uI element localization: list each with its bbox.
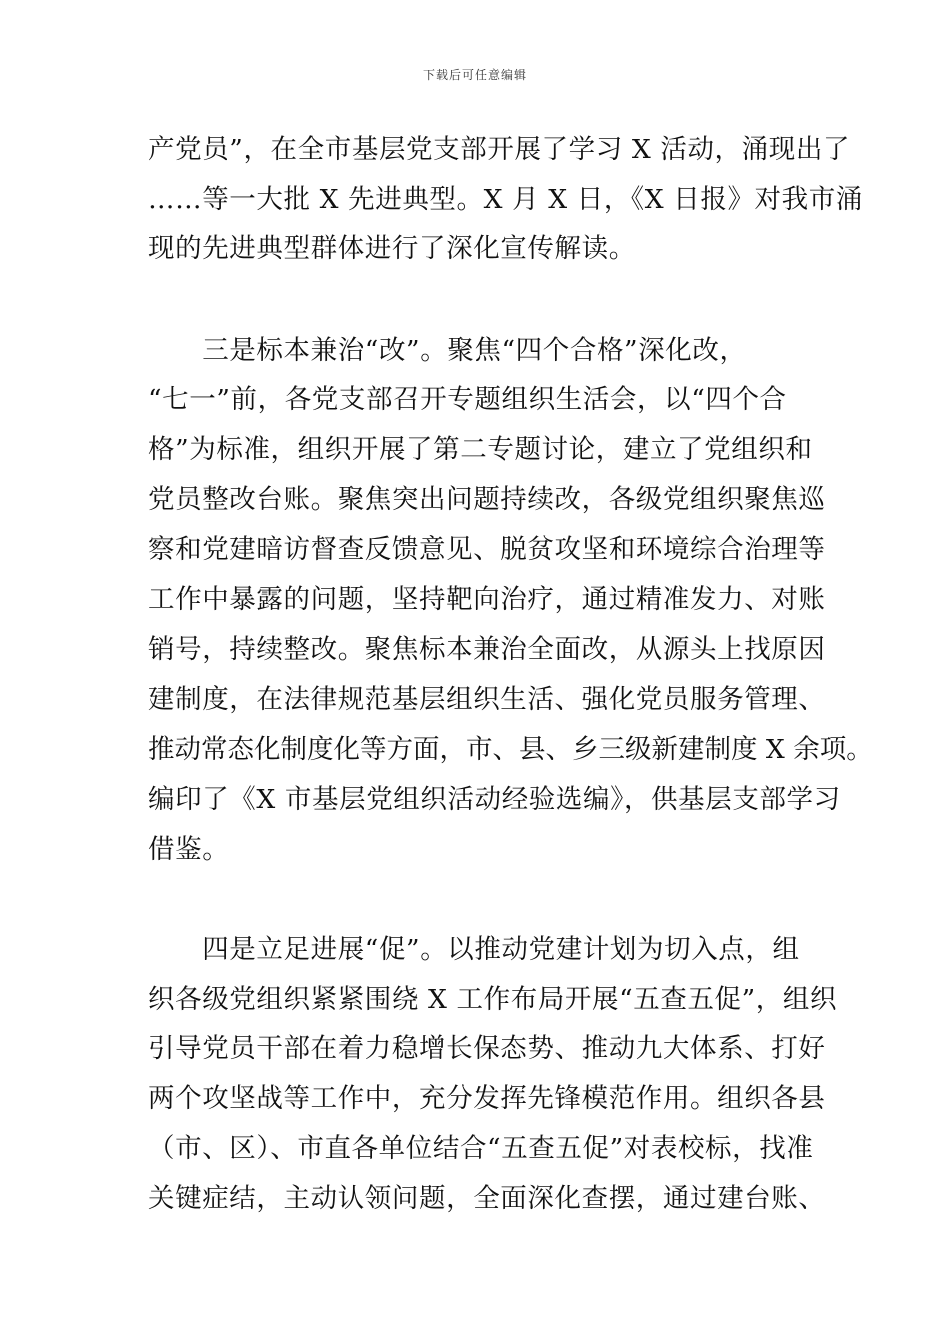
text-line: 党员整改台账。聚焦突出问题持续改，各级党组织聚焦巡 [148, 484, 826, 515]
text-line: 格”为标准，组织开展了第二专题讨论，建立了党组织和 [148, 434, 813, 465]
text-line: 现的先进典型群体进行了深化宣传解读。 [148, 233, 636, 264]
text-line: 销号，持续整改。聚焦标本兼治全面改，从源头上找原因 [148, 634, 826, 665]
text-line: 察和党建暗访督查反馈意见、脱贫攻坚和环境综合治理等 [148, 534, 826, 565]
text-line: 引导党员干部在着力稳增长保态势、推动九大体系、打好 [148, 1033, 826, 1064]
text-line: 关键症结，主动认领问题，全面深化查摆，通过建台账、 [148, 1183, 826, 1214]
text-line: “七一”前，各党支部召开专题组织生活会，以“四个合 [148, 384, 787, 415]
text-line: 工作中暴露的问题，坚持靶向治疗，通过精准发力、对账 [148, 584, 826, 615]
text-line: 两个攻坚战等工作中，充分发挥先锋模范作用。组织各县 [148, 1083, 826, 1114]
text-line: 产党员”，在全市基层党支部开展了学习 X 活动，涌现出了 [148, 134, 851, 165]
text-line: ……等一大批 X 先进典型。X 月 X 日，《X 日报》对我市涌 [148, 184, 863, 215]
text-line: 建制度，在法律规范基层组织生活、强化党员服务管理、 [148, 684, 826, 715]
text-line: （市、区）、市直各单位结合“五查五促”对表校标，找准 [148, 1133, 814, 1164]
text-line: 三是标本兼治“改”。聚焦“四个合格”深化改， [148, 335, 747, 366]
text-line: 织各级党组织紧紧围绕 X 工作布局开展“五查五促”，组织 [148, 984, 838, 1015]
text-line: 推动常态化制度化等方面，市、县、乡三级新建制度 X 余项。 [148, 734, 873, 765]
text-line: 编印了《X 市基层党组织活动经验选编》，供基层支部学习 [148, 784, 841, 815]
text-line: 四是立足进展“促”。以推动党建计划为切入点，组 [148, 934, 800, 965]
text-line: 借鉴。 [148, 834, 230, 865]
page-header-note: 下载后可任意编辑 [422, 68, 527, 82]
